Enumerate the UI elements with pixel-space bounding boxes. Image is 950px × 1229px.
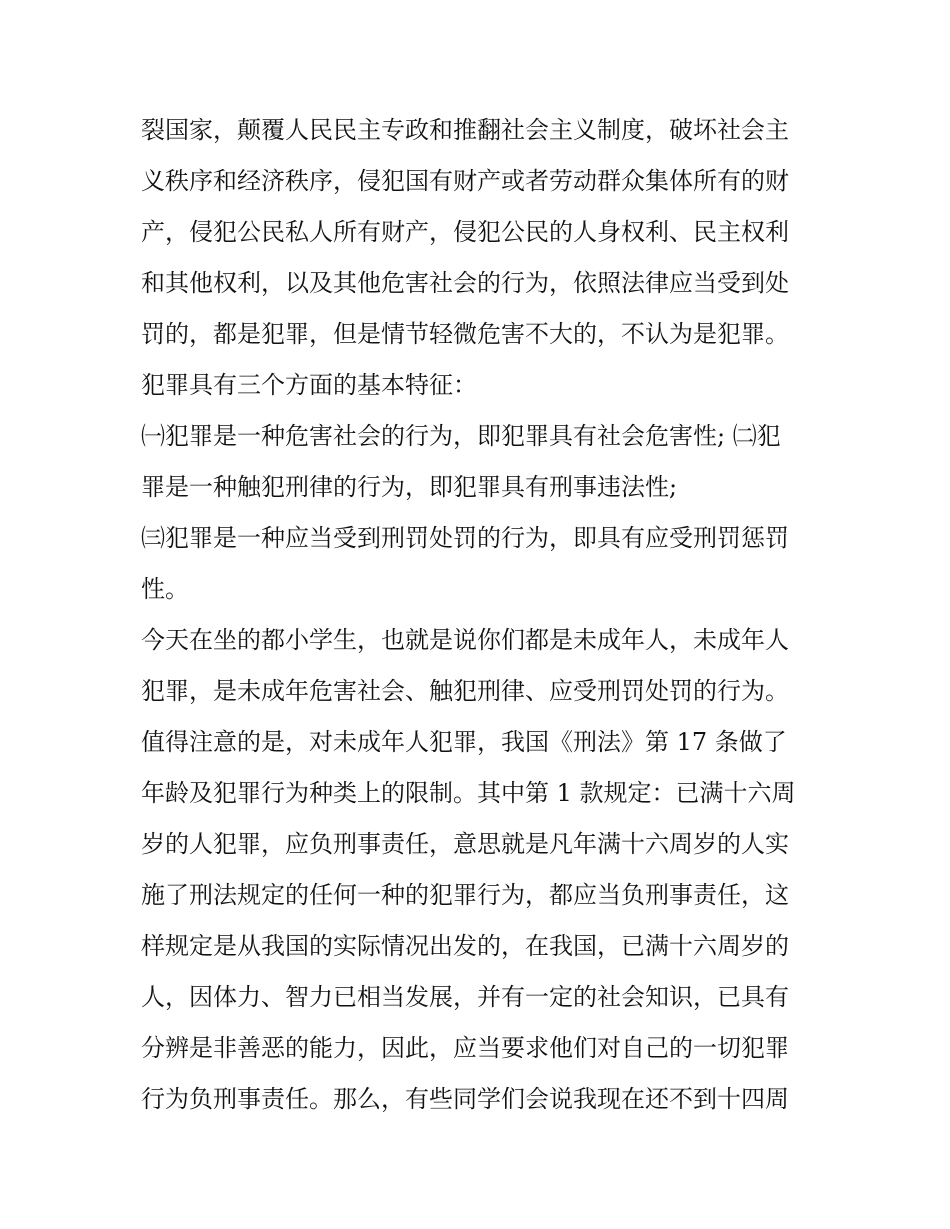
text-line: 人，因体力、智力已相当发展，并有一定的社会知识，已具有 xyxy=(141,983,789,1011)
text-line: 产，侵犯公民私人所有财产，侵犯公民的人身权利、民主权利 xyxy=(141,218,789,246)
text-line: 和其他权利，以及其他危害社会的行为，依照法律应当受到处 xyxy=(141,269,789,297)
text-line: 罪是一种触犯刑律的行为，即犯罪具有刑事违法性; xyxy=(141,473,678,501)
text-line: 义秩序和经济秩序，侵犯国有财产或者劳动群众集体所有的财 xyxy=(141,167,789,195)
text-line: 今天在坐的都小学生，也就是说你们都是未成年人，未成年人 xyxy=(141,626,789,654)
text-line: 犯罪，是未成年危害社会、触犯刑律、应受刑罚处罚的行为。 xyxy=(141,677,789,705)
text-line: 行为负刑事责任。那么，有些同学们会说我现在还不到十四周 xyxy=(141,1085,789,1113)
text-line: 犯罪具有三个方面的基本特征： xyxy=(141,371,477,399)
text-line: 岁的人犯罪，应负刑事责任，意思就是凡年满十六周岁的人实 xyxy=(141,830,789,858)
text-line: 分辨是非善恶的能力，因此，应当要求他们对自己的一切犯罪 xyxy=(141,1034,789,1062)
text-line: ㈢犯罪是一种应当受到刑罚处罚的行为，即具有应受刑罚惩罚 xyxy=(141,524,789,552)
text-line: 罚的，都是犯罪，但是情节轻微危害不大的，不认为是犯罪。 xyxy=(141,320,789,348)
body-text xyxy=(141,105,821,1125)
text-line: 年龄及犯罪行为种类上的限制。其中第 1 款规定：已满十六周 xyxy=(141,779,796,807)
text-line: 样规定是从我国的实际情况出发的，在我国，已满十六周岁的 xyxy=(141,932,789,960)
text-line: 裂国家，颠覆人民民主专政和推翻社会主义制度，破坏社会主 xyxy=(141,116,789,144)
text-line: 性。 xyxy=(141,575,189,603)
text-line: 值得注意的是，对未成年人犯罪，我国《刑法》第 17 条做了 xyxy=(141,728,787,756)
text-line: 施了刑法规定的任何一种的犯罪行为，都应当负刑事责任，这 xyxy=(141,881,789,909)
text-line: ㈠犯罪是一种危害社会的行为，即犯罪具有社会危害性; ㈡犯 xyxy=(141,422,781,450)
